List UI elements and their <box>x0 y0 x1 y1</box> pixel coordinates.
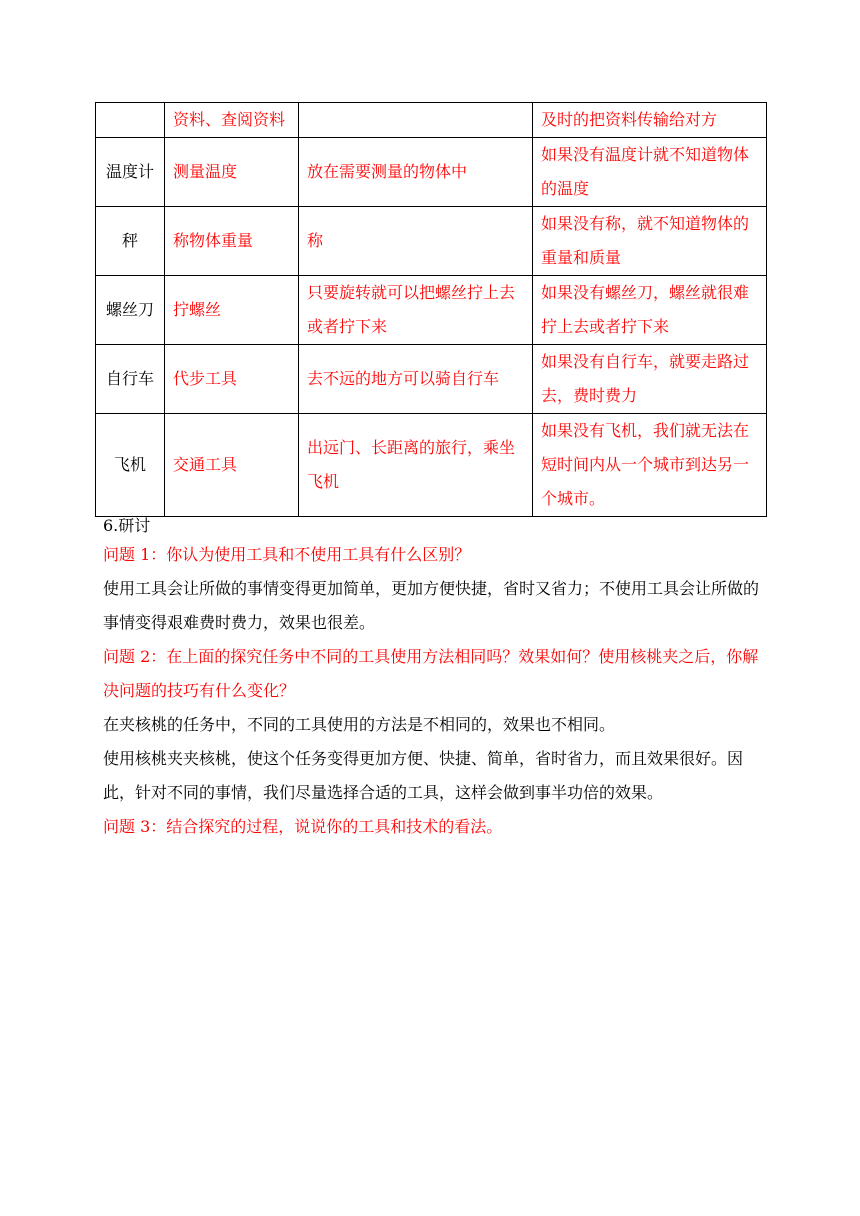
tool-without-cell: 如果没有飞机，我们就无法在短时间内从一个城市到达另一个城市。 <box>533 414 767 517</box>
table-row <box>96 345 767 414</box>
tool-without-cell: 如果没有自行车，就要走路过去，费时费力 <box>533 345 767 414</box>
tool-method-cell <box>299 103 533 138</box>
tool-without-cell: 如果没有温度计就不知道物体的温度 <box>533 138 767 207</box>
section-heading: 6.研讨 <box>103 516 151 535</box>
table-row <box>96 138 767 207</box>
tool-purpose-cell: 拧螺丝 <box>165 276 299 345</box>
tool-name-cell: 飞机 <box>96 414 165 517</box>
question-2: 问题 2：在上面的探究任务中不同的工具使用方法相同吗？效果如何？使用核桃夹之后，你解决问题的技巧有什么变化？ <box>103 647 759 700</box>
tool-method-cell: 称 <box>299 207 533 276</box>
table-row <box>96 276 767 345</box>
tool-purpose-cell: 称物体重量 <box>165 207 299 276</box>
tool-purpose-cell: 代步工具 <box>165 345 299 414</box>
answer-1: 使用工具会让所做的事情变得更加简单，更加方便快捷，省时又省力；不使用工具会让所做的事情变得艰难费时费力，效果也很差。 <box>103 579 760 632</box>
table-row <box>96 103 767 138</box>
table-row <box>96 414 767 517</box>
tool-name-cell: 自行车 <box>96 345 165 414</box>
tool-name-cell: 温度计 <box>96 138 165 207</box>
tool-purpose-cell: 测量温度 <box>165 138 299 207</box>
tools-table <box>95 102 767 517</box>
table-row <box>96 207 767 276</box>
tool-method-cell: 出远门、长距离的旅行，乘坐飞机 <box>299 414 533 517</box>
tool-name-cell <box>96 103 165 138</box>
tool-without-cell: 如果没有称，就不知道物体的重量和质量 <box>533 207 767 276</box>
tool-without-cell: 及时的把资料传输给对方 <box>533 103 767 138</box>
discussion-section <box>103 514 766 844</box>
tool-method-cell: 放在需要测量的物体中 <box>299 138 533 207</box>
question-3: 问题 3：结合探究的过程，说说你的工具和技术的看法。 <box>103 817 503 836</box>
tool-method-cell: 只要旋转就可以把螺丝拧上去或者拧下来 <box>299 276 533 345</box>
tool-purpose-cell: 资料、查阅资料 <box>165 103 299 138</box>
tool-without-cell: 如果没有螺丝刀，螺丝就很难拧上去或者拧下来 <box>533 276 767 345</box>
answer-2-paragraph-1: 在夹核桃的任务中，不同的工具使用的方法是不相同的，效果也不相同。 <box>103 715 616 734</box>
tool-purpose-cell: 交通工具 <box>165 414 299 517</box>
tool-name-cell: 螺丝刀 <box>96 276 165 345</box>
tool-method-cell: 去不远的地方可以骑自行车 <box>299 345 533 414</box>
question-1: 问题 1：你认为使用工具和不使用工具有什么区别？ <box>103 545 471 564</box>
answer-2-paragraph-2: 使用核桃夹夹核桃，使这个任务变得更加方便、快捷、简单，省时省力，而且效果很好。因此，针对不同的事情，我们尽量选择合适的工具，这样会做到事半功倍的效果。 <box>103 749 744 802</box>
tool-name-cell: 秤 <box>96 207 165 276</box>
